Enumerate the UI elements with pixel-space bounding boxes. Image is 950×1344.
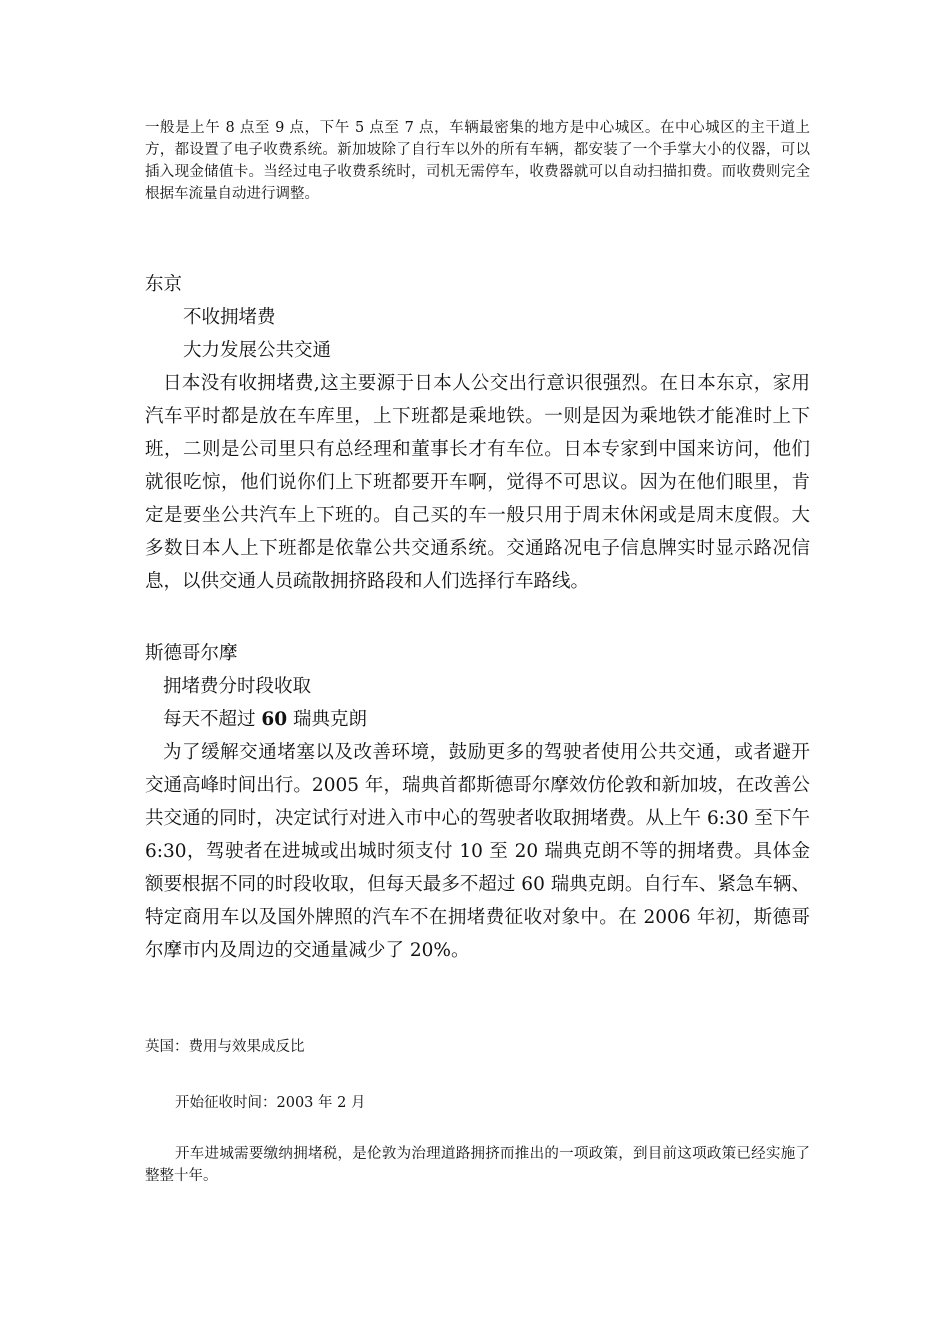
uk-start-time: 开始征收时间：2003 年 2 月 [175,1095,366,1111]
tokyo-subtitle-2: 大力发展公共交通 [183,340,332,361]
stockholm-section [145,637,810,967]
stockholm-subtitle-2-suffix: 瑞典克朗 [287,709,368,730]
tokyo-section [145,268,810,598]
stockholm-subtitle-1: 拥堵费分时段收取 [163,676,312,697]
stockholm-subtitle-2-number: 60 [261,709,288,730]
singapore-paragraph: 一般是上午 8 点至 9 点，下午 5 点至 7 点，车辆最密集的地方是中心城区。在中心城区的主干道上方，都设置了电子收费系统。新加坡除了自行车以外的所有车辆，都安装了一个手掌大小的仪器，可以插入现金储值卡。当经过电子收费系统时，司机无需停车，收费器就可以自动扫描扣费。而收费则完全根据车流量自动进行调整。 [145,120,810,202]
stockholm-paragraph: 为了缓解交通堵塞以及改善环境，鼓励更多的驾驶者使用公共交通，或者避开交通高峰时间出行。2005 年，瑞典首都斯德哥尔摩效仿伦敦和新加坡，在改善公共交通的同时，决定试行对进入市中心的驾驶者收取拥堵费。从上午 6:30 至下午 6:30，驾驶者在进城或出城时须支付 10 至 20 瑞典克朗不等的拥堵费。具体金额要根据不同的时段收取，但每天最多不超过 60 瑞典克朗。自行车、紧急车辆、特定商用车以及国外牌照的汽车不在拥堵费征收对象中。在 2006 年初，斯德哥尔摩市内及周边的交通量减少了 20%。 [145,742,810,961]
tokyo-paragraph: 日本没有收拥堵费,这主要源于日本人公交出行意识很强烈。在日本东京，家用汽车平时都是放在车库里，上下班都是乘地铁。一则是因为乘地铁才能准时上下班，二则是公司里只有总经理和董事长才有车位。日本专家到中国来访问，他们就很吃惊，他们说你们上下班都要开车啊，觉得不可思议。因为在他们眼里，肯定是要坐公共汽车上下班的。自己买的车一般只用于周末休闲或是周末度假。大多数日本人上下班都是依靠公共交通系统。交通路况电子信息牌实时显示路况信息，以供交通人员疏散拥挤路段和人们选择行车路线。 [145,373,810,592]
stockholm-subtitle-2 [145,703,810,736]
tokyo-subtitle-1: 不收拥堵费 [183,307,276,328]
stockholm-heading: 斯德哥尔摩 [145,643,238,664]
uk-heading: 英国：费用与效果成反比 [145,1039,305,1055]
uk-paragraph: 开车进城需要缴纳拥堵税，是伦敦为治理道路拥挤而推出的一项政策，到目前这项政策已经实施了整整十年。 [145,1146,810,1184]
stockholm-subtitle-2-prefix: 每天不超过 [163,709,262,730]
tokyo-heading: 东京 [145,274,183,295]
